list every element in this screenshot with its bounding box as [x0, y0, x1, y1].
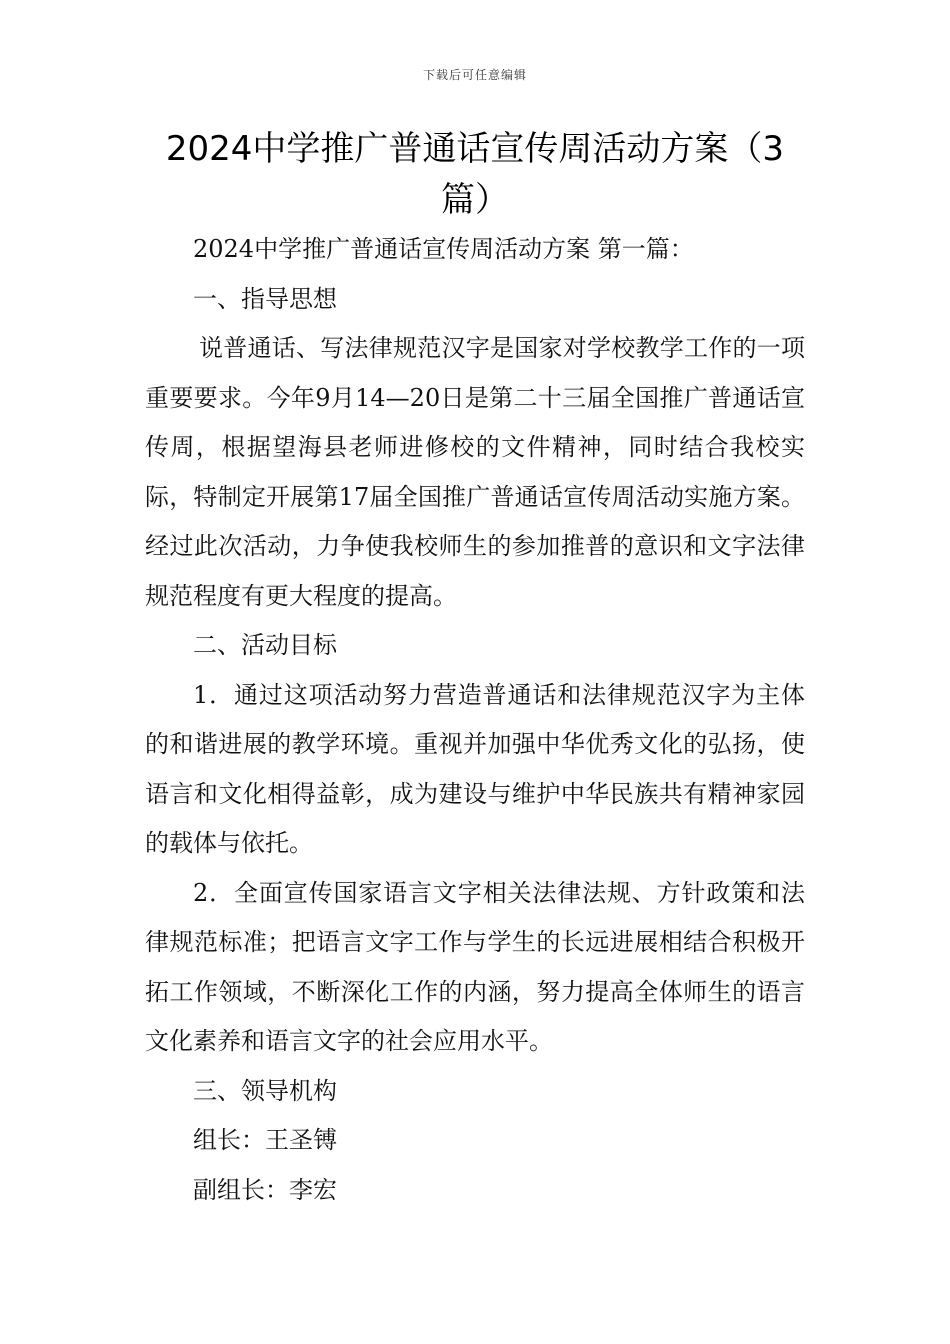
heading-activity-goals: 二、活动目标: [193, 631, 337, 659]
section-intro: 2024中学推广普通话宣传周活动方案 第一篇：: [193, 235, 694, 263]
leader-line: 组长：王圣镈: [193, 1126, 337, 1154]
document-title: 2024中学推广普通话宣传周活动方案（3篇）: [165, 129, 785, 220]
heading-leadership: 三、领导机构: [193, 1076, 337, 1105]
paragraph-goal-2: 2．全面宣传国家语言文字相关法律法规、方针政策和法律规范标准；把语言文字工作与学生的长远进展相结合积极开拓工作领域，不断深化工作的内涵，努力提高全体师生的语言文化素养和语言文字的社会应用水平。: [145, 878, 805, 1055]
header-note: 下载后可任意编辑: [422, 68, 527, 82]
heading-guiding-ideology: 一、指导思想: [193, 284, 337, 313]
document-body: [145, 225, 805, 1215]
deputy-leader-line: 副组长：李宏: [193, 1175, 337, 1204]
paragraph-guiding-ideology: 说普通话、写法律规范汉字是国家对学校教学工作的一项重要要求。今年9月14—20日是第二十三届全国推广普通话宣传周，根据望海县老师进修校的文件精神，同时结合我校实际，特制定开展第17届全国推广普通话宣传周活动实施方案。经过此次活动，力争使我校师生的参加推普的意识和文字法律规范程度有更大程度的提高。: [145, 334, 805, 610]
paragraph-goal-1: 1．通过这项活动努力营造普通话和法律规范汉字为主体的和谐进展的教学环境。重视并加强中华优秀文化的弘扬，使语言和文化相得益彰，成为建设与维护中华民族共有精神家园的载体与依托。: [145, 680, 805, 857]
